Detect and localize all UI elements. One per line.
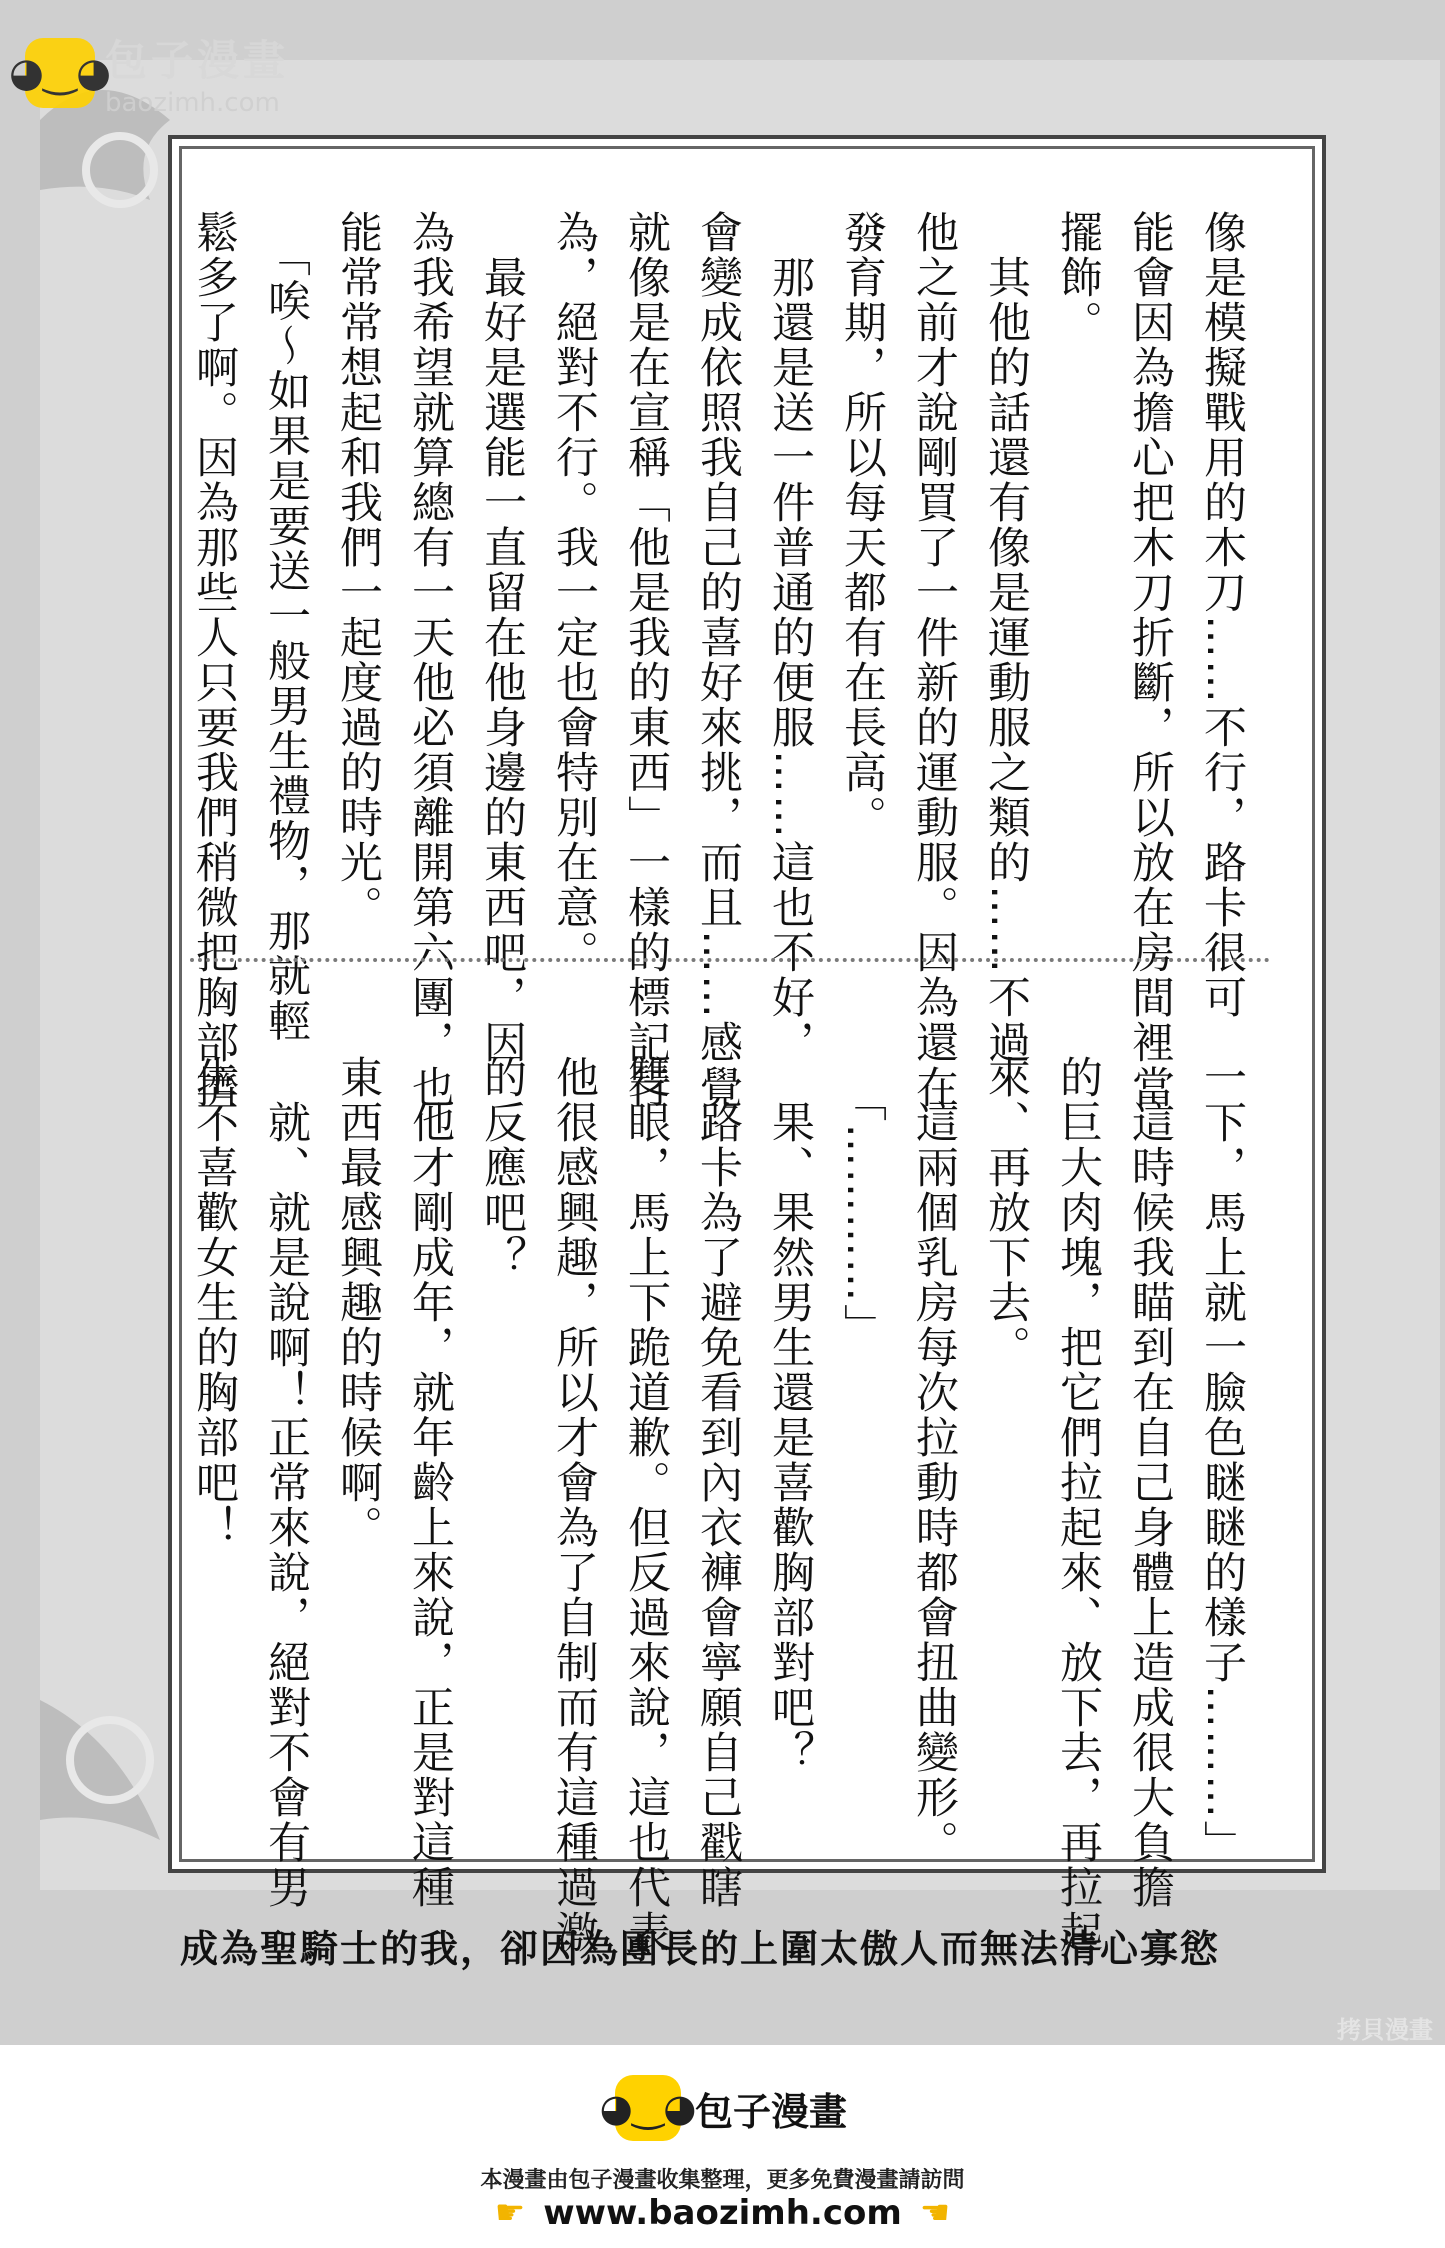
- text-column: 能常常想起和我們一起度過的時光。: [333, 210, 383, 930]
- bun-logo-icon: ◕‿◕: [25, 38, 95, 108]
- footer-logo[interactable]: [599, 2075, 848, 2141]
- text-column: 「唉～如果是要送一般男生禮物，那就輕: [261, 210, 311, 1044]
- text-column: 來、再放下去。: [981, 1055, 1031, 1370]
- text-column: 雙眼，馬上下跪道歉。但反過來說，這也代表: [621, 1055, 671, 1955]
- watermark-url: baozimh.com: [105, 88, 280, 118]
- text-column: 他才剛成年，就年齡上來說，正是對這種: [405, 1055, 455, 1910]
- bun-logo-icon: ◕‿◕: [615, 2075, 681, 2141]
- text-column: 一下，馬上就一臉色瞇瞇的樣子………」: [1197, 1055, 1247, 1865]
- pointing-hand-icon: ☚: [919, 2193, 951, 2233]
- pointing-hand-icon: ☛: [494, 2193, 526, 2233]
- section-divider: [190, 958, 1270, 962]
- footer-url-row: [0, 2193, 1445, 2233]
- text-column: 那還是送一件普通的便服……這也不好，: [765, 210, 815, 1065]
- text-column: 「…………」: [837, 1055, 887, 1349]
- footer-url-link[interactable]: www.baozimh.com: [543, 2193, 902, 2233]
- text-column: 為，絕對不行。我一定也會特別在意。: [549, 210, 599, 975]
- text-column: 他很感興趣，所以才會為了自制而有這種過激: [549, 1055, 599, 1955]
- text-column: 這時候我瞄到在自己身體上造成很大負擔: [1125, 1055, 1175, 1910]
- corner-watermark: 拷貝漫畫: [1337, 2016, 1433, 2044]
- text-column: 鬆多了啊。因為那些人只要我們稍微把胸部擠: [189, 210, 239, 1110]
- text-column: 會變成依照我自己的喜好來挑，而且……感覺: [693, 210, 743, 1110]
- text-column: 果、果然男生還是喜歡胸部對吧？: [765, 1055, 815, 1775]
- text-column: 最好是選能一直留在他身邊的東西吧，因: [477, 210, 527, 1065]
- text-column: 發育期，所以每天都有在長高。: [837, 210, 887, 840]
- footer-notice: 本漫畫由包子漫畫收集整理，更多免費漫畫請訪問: [480, 2168, 965, 2193]
- text-column: 的巨大肉塊，把它們拉起來、放下去，再拉起: [1053, 1055, 1103, 1955]
- text-column: 這兩個乳房每次拉動時都會扭曲變形。: [909, 1055, 959, 1865]
- text-column: 能會因為擔心把木刀折斷，所以放在房間裡當: [1125, 210, 1175, 1110]
- text-column: 其他的話還有像是運動服之類的……不過: [981, 210, 1031, 1065]
- text-column: 路卡為了避免看到內衣褲會寧願自己戳瞎: [693, 1055, 743, 1910]
- text-column: 為我希望就算總有一天他必須離開第六團，也: [405, 210, 455, 1110]
- text-column: 東西最感興趣的時候啊。: [333, 1055, 383, 1550]
- text-column: 擺飾。: [1053, 210, 1103, 345]
- series-title-banner: 成為聖騎士的我，卻因為團長的上圍太傲人而無法清心寡慾: [180, 1926, 1221, 1971]
- text-column: 就、就是說啊！正常來說，絕對不會有男: [261, 1055, 311, 1910]
- text-column: 他之前才說剛買了一件新的運動服。因為還在: [909, 210, 959, 1110]
- text-column: 的反應吧？: [477, 1055, 527, 1280]
- footer: [0, 2045, 1445, 2248]
- watermark: [9, 28, 290, 118]
- text-column: 生不喜歡女生的胸部吧！: [189, 1055, 239, 1550]
- text-column: 就像是在宣稱「他是我的東西」一樣的標記行: [621, 210, 671, 1110]
- footer-logo-name: 包子漫畫: [695, 2089, 848, 2134]
- watermark-title: 包子漫畫: [105, 36, 290, 85]
- text-column: 像是模擬戰用的木刀……不行，路卡很可: [1197, 210, 1247, 1020]
